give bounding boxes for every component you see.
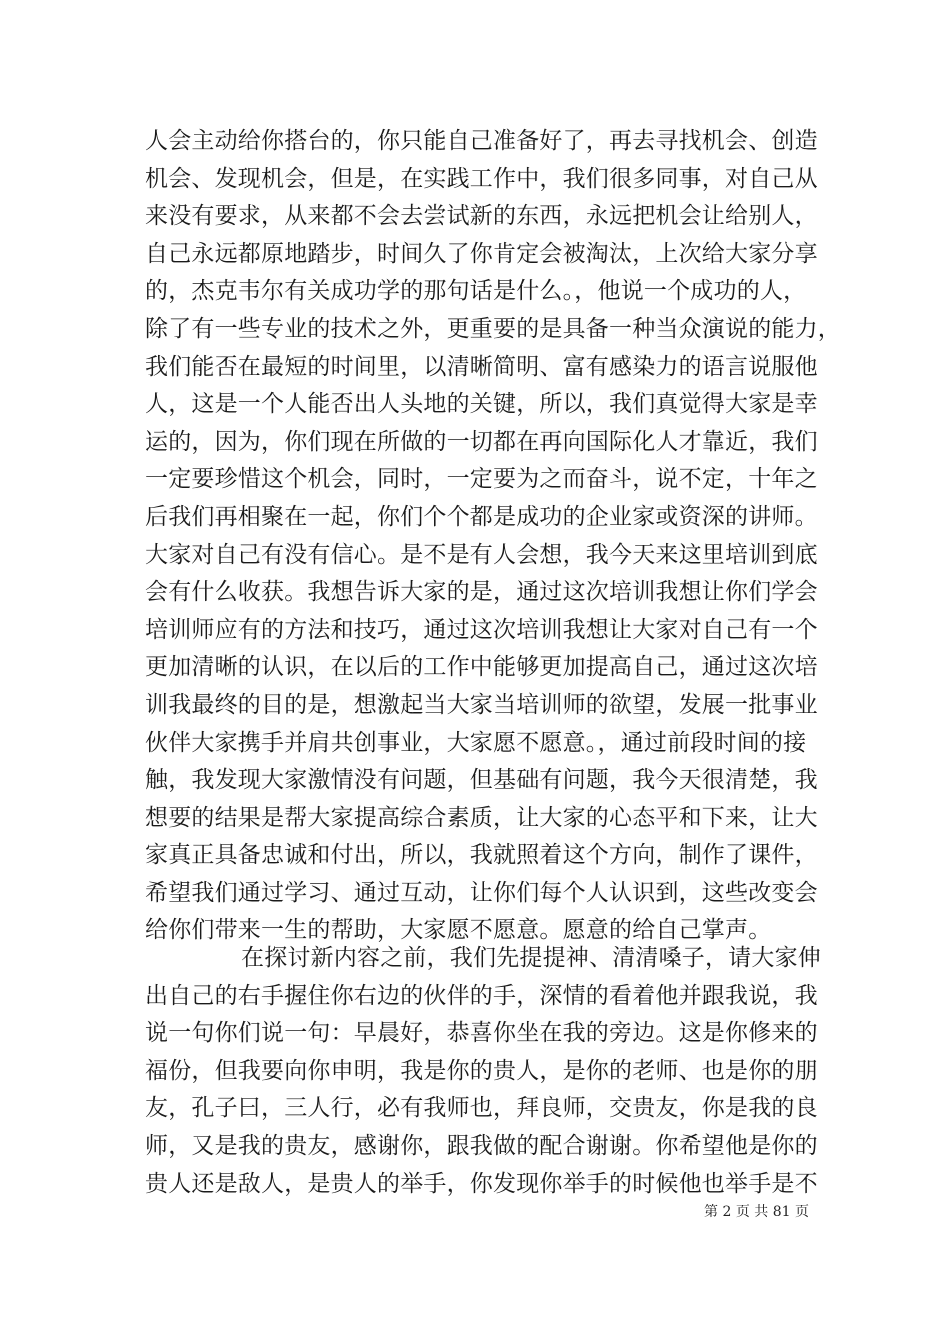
text-line: 机会、发现机会，但是，在实践工作中，我们很多同事，对自己从	[145, 165, 818, 192]
text-line: 训我最终的目的是，想激起当大家当培训师的欲望，发展一批事业	[145, 691, 818, 718]
text-line: 一定要珍惜这个机会，同时，一定要为之而奋斗，说不定，十年之	[145, 466, 818, 493]
text-line: 自己永远都原地踏步，时间久了你肯定会被淘汰，上次给大家分享	[145, 240, 818, 267]
page-number-footer: 第 2 页 共 81 页	[704, 1204, 809, 1220]
paragraph-body-2	[145, 940, 821, 1203]
text-line: 运的，因为，你们现在所做的一切都在再向国际化人才靠近，我们	[145, 428, 818, 455]
text-line: 给你们带来一生的帮助，大家愿不愿意。愿意的给自己掌声。	[145, 917, 772, 944]
text-line: 想要的结果是帮大家提高综合素质，让大家的心态平和下来，让大	[145, 804, 818, 831]
text-line: 家真正具备忠诚和付出，所以，我就照着这个方向，制作了课件，	[145, 842, 818, 869]
text-line: 友，孔子曰，三人行，必有我师也，拜良师，交贵友，你是我的良	[145, 1095, 818, 1122]
text-line: 师，又是我的贵友，感谢你，跟我做的配合谢谢。你希望他是你的	[145, 1132, 818, 1159]
text-line: 更加清晰的认识，在以后的工作中能够更加提高自己，通过这次培	[145, 654, 818, 681]
text-line: 触，我发现大家激情没有问题，但基础有问题，我今天很清楚，我	[145, 767, 818, 794]
text-line: 伙伴大家携手并肩共创事业，大家愿不愿意。，通过前段时间的接	[145, 729, 807, 756]
text-line: 后我们再相聚在一起，你们个个都是成功的企业家或资深的讲师。	[145, 503, 818, 530]
text-line: 大家对自己有没有信心。是不是有人会想，我今天来这里培训到底	[145, 541, 818, 568]
text-line-indented: 在探讨新内容之前，我们先提提神、清清嗓子，请大家伸	[241, 945, 821, 971]
text-line: 福份，但我要向你申明，我是你的贵人，是你的老师、也是你的朋	[145, 1057, 818, 1084]
text-line: 培训师应有的方法和技巧，通过这次培训我想让大家对自己有一个	[145, 616, 818, 643]
text-line: 说一句你们说一句：早晨好，恭喜你坐在我的旁边。这是你修来的	[145, 1020, 818, 1047]
text-line: 出自己的右手握住你右边的伙伴的手，深情的看着他并跟我说，我	[145, 982, 818, 1009]
text-line: 除了有一些专业的技术之外，更重要的是具备一种当众演说的能力，	[145, 315, 841, 342]
text-line: 我们能否在最短的时间里，以清晰简明、富有感染力的语言说服他	[145, 353, 818, 380]
text-line: 会有什么收获。我想告诉大家的是，通过这次培训我想让你们学会	[145, 579, 818, 606]
text-line: 希望我们通过学习、通过互动，让你们每个人认识到，这些改变会	[145, 879, 818, 906]
text-line: 来没有要求，从来都不会去尝试新的东西，永远把机会让给别人，	[145, 203, 818, 230]
text-line: 贵人还是敌人，是贵人的举手，你发现你举手的时候他也举手是不	[145, 1170, 818, 1197]
paragraph-body-1	[145, 123, 841, 950]
text-line: 人，这是一个人能否出人头地的关键，所以，我们真觉得大家是幸	[145, 391, 818, 418]
text-line: 的，杰克韦尔有关成功学的那句话是什么。，他说一个成功的人，	[145, 278, 807, 305]
text-line: 人会主动给你搭台的，你只能自己准备好了，再去寻找机会、创造	[145, 128, 818, 154]
